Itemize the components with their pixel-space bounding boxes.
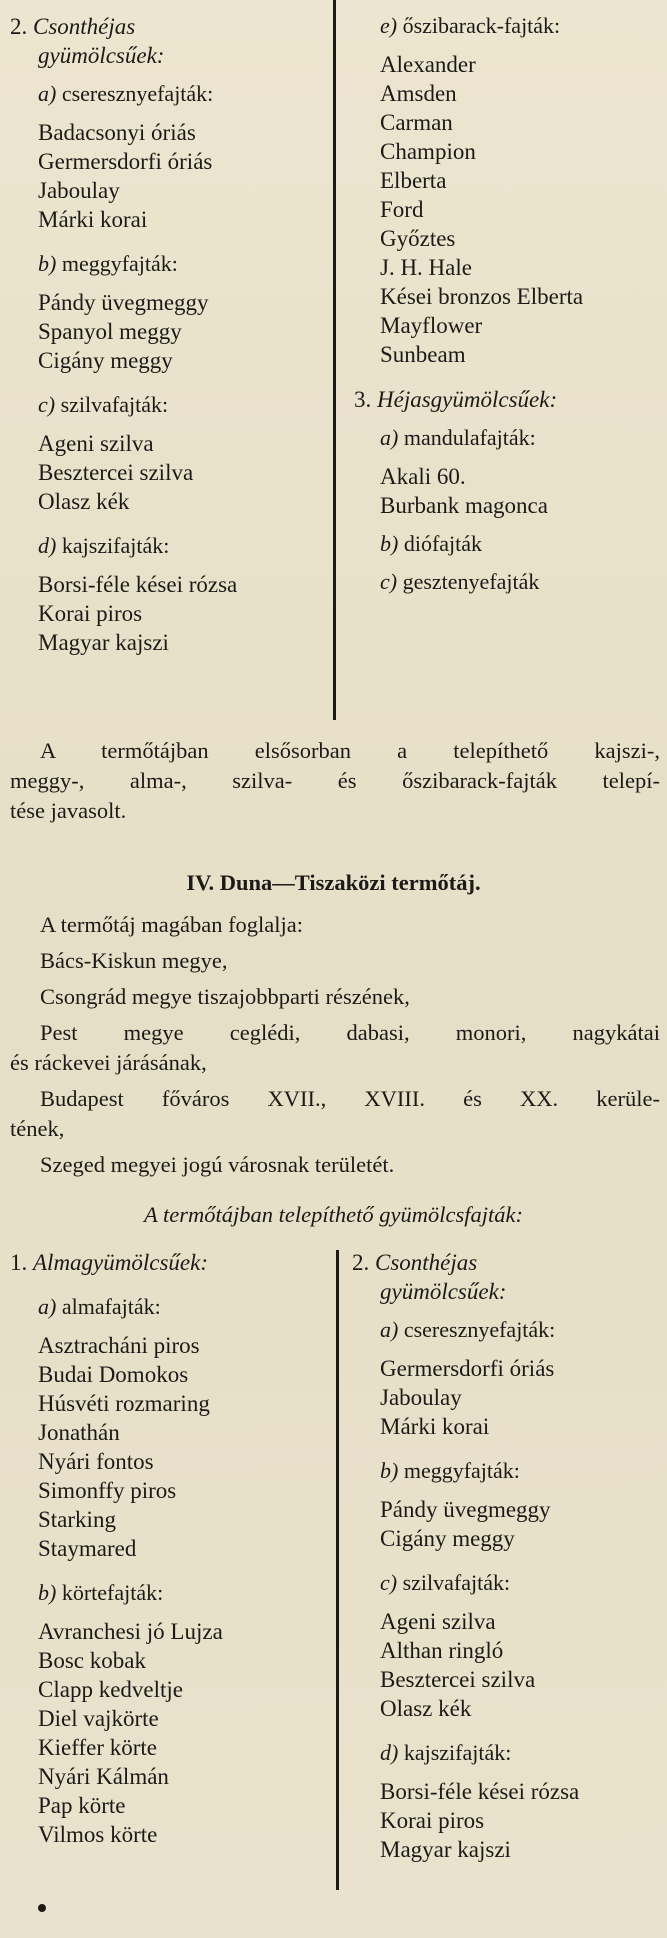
text-line: Bács-Kiskun megye, — [40, 948, 228, 973]
group-label: a) cseresznyefajták: — [38, 81, 214, 106]
text-line: Csongrád megye tiszajobbparti részének, — [40, 984, 410, 1009]
list-item: Magyar kajszi — [38, 630, 169, 655]
text-line: Szeged megyei jogú városnak területét. — [40, 1152, 395, 1177]
list-item: Pap körte — [38, 1793, 126, 1818]
list-item: Nyári Kálmán — [38, 1764, 169, 1789]
list-item: Starking — [38, 1507, 116, 1532]
item-list — [352, 1607, 664, 1723]
text-line: és ráckevei járásának, — [10, 1050, 207, 1075]
section-title: IV. Duna—Tiszaközi termőtáj. — [186, 870, 481, 895]
heading-text: Csonthéjas — [33, 14, 136, 39]
list-item: J. H. Hale — [380, 255, 472, 280]
list-item: Budai Domokos — [38, 1362, 189, 1387]
list-item: Vilmos körte — [38, 1822, 158, 1847]
text-line: tése javasolt. — [10, 798, 127, 823]
list-item: Simonffy piros — [38, 1478, 177, 1503]
group-label: b) meggyfajták: — [380, 1458, 520, 1483]
list-item: Burbank magonca — [380, 493, 548, 518]
list-item: Márki korai — [38, 207, 148, 232]
list-item: Avranchesi jó Lujza — [38, 1619, 223, 1644]
list-item: Clapp kedveltje — [38, 1677, 183, 1702]
list-item: Korai piros — [380, 1808, 485, 1833]
list-item: Spanyol meggy — [38, 319, 182, 344]
group-label: c) szilvafajták: — [380, 1570, 511, 1595]
heading-continuation: gyümölcsűek: — [380, 1279, 507, 1304]
bottom-left-column — [10, 1248, 330, 1849]
top-right-column — [352, 12, 664, 596]
column-divider — [333, 0, 336, 720]
list-item: Akali 60. — [380, 464, 466, 489]
item-list — [10, 288, 328, 375]
heading-text: Almagyümölcsűek: — [33, 1250, 208, 1275]
heading-continuation: gyümölcsűek: — [38, 43, 165, 68]
list-item: Jaboulay — [380, 1385, 462, 1410]
list-item: Elberta — [380, 168, 447, 193]
group-label: a) cseresznyefajták: — [380, 1317, 556, 1342]
list-item: Magyar kajszi — [380, 1837, 511, 1862]
list-item: Olasz kék — [38, 489, 130, 514]
heading-number: 3. — [354, 387, 372, 412]
group-label: a) mandulafajták: — [380, 425, 536, 450]
text-line: Budapest főváros XVII., XVIII. és XX. kerüle- — [40, 1086, 660, 1111]
list-item: Jaboulay — [38, 178, 120, 203]
item-list — [10, 1331, 330, 1563]
top-left-column — [10, 12, 328, 657]
heading — [352, 385, 664, 414]
list-item: Jonathán — [38, 1420, 120, 1445]
list-item: Asztracháni piros — [38, 1333, 200, 1358]
list-item: Mayflower — [380, 313, 483, 338]
list-item: Bosc kobak — [38, 1648, 146, 1673]
list-item: Pándy üvegmeggy — [38, 290, 209, 315]
group-label: b) meggyfajták: — [38, 251, 178, 276]
list-item: Ageni szilva — [380, 1609, 496, 1634]
list-item: Cigány meggy — [380, 1526, 515, 1551]
list-item: Nyári fontos — [38, 1449, 154, 1474]
group-label: c) gesztenyefajták — [380, 569, 540, 594]
text-line: A termőtájban elsősorban a telepíthető kajszi-, — [40, 738, 660, 763]
list-item: Diel vajkörte — [38, 1706, 159, 1731]
list-item: Ageni szilva — [38, 431, 154, 456]
list-item: Borsi-féle kései rózsa — [38, 572, 238, 597]
list-item: Borsi-féle kései rózsa — [380, 1779, 580, 1804]
group-label: b) diófajták — [380, 531, 483, 556]
group-label: e) őszibarack-fajták: — [380, 13, 561, 38]
item-list — [352, 1777, 664, 1864]
text-line: A termőtáj magában foglalja: — [40, 912, 304, 937]
item-list — [352, 1354, 664, 1441]
group-label: d) kajszifajták: — [38, 533, 170, 558]
list-item: Germersdorfi óriás — [380, 1356, 555, 1381]
heading-number: 2. — [352, 1250, 370, 1275]
section-body — [10, 910, 660, 1180]
group-label: c) szilvafajták: — [38, 392, 169, 417]
list-item: Althan ringló — [380, 1638, 504, 1663]
item-list — [352, 50, 664, 369]
group-label: a) almafajták: — [38, 1294, 161, 1319]
list-item: Champion — [380, 139, 476, 164]
list-item: Győztes — [380, 226, 456, 251]
item-list — [352, 462, 664, 520]
list-item: Cigány meggy — [38, 348, 173, 373]
list-item: Besztercei szilva — [380, 1667, 536, 1692]
item-list — [10, 118, 328, 234]
recommendation-paragraph — [10, 736, 660, 826]
heading-number: 1. — [10, 1250, 28, 1275]
group-label: b) körtefajták: — [38, 1580, 164, 1605]
list-item: Korai piros — [38, 601, 143, 626]
item-list — [10, 570, 328, 657]
bottom-right-column — [352, 1248, 664, 1864]
list-item: Besztercei szilva — [38, 460, 194, 485]
list-item: Alexander — [380, 52, 476, 77]
item-list — [352, 1495, 664, 1553]
list-item: Carman — [380, 110, 453, 135]
list-item: Olasz kék — [380, 1696, 472, 1721]
list-item: Pándy üvegmeggy — [380, 1497, 551, 1522]
list-item: Kései bronzos Elberta — [380, 284, 584, 309]
fruit-list-subtitle: A termőtájban telepíthető gyümölcsfajták: — [144, 1202, 523, 1227]
item-list — [10, 1617, 330, 1849]
heading — [10, 1248, 330, 1277]
list-item: Márki korai — [380, 1414, 490, 1439]
list-item: Húsvéti rozmaring — [38, 1391, 210, 1416]
heading-text: Héjasgyümölcsűek: — [377, 387, 558, 412]
heading-text: Csonthéjas — [375, 1250, 478, 1275]
heading — [10, 12, 328, 41]
list-item: Sunbeam — [380, 342, 466, 367]
list-item: Amsden — [380, 81, 457, 106]
heading-number: 2. — [10, 14, 28, 39]
list-item: Badacsonyi óriás — [38, 120, 196, 145]
item-list — [10, 429, 328, 516]
list-item: Kieffer körte — [38, 1735, 157, 1760]
column-divider — [336, 1250, 339, 1890]
group-label: d) kajszifajták: — [380, 1740, 512, 1765]
list-item: Ford — [380, 197, 424, 222]
heading — [352, 1248, 664, 1277]
text-line: meggy-, alma-, szilva- és őszibarack-fajták telepí- — [10, 768, 660, 793]
print-speck — [38, 1904, 46, 1912]
list-item: Germersdorfi óriás — [38, 149, 213, 174]
list-item: Staymared — [38, 1536, 137, 1561]
text-line: Pest megye ceglédi, dabasi, monori, nagykátai — [40, 1020, 660, 1045]
text-line: tének, — [10, 1116, 65, 1141]
